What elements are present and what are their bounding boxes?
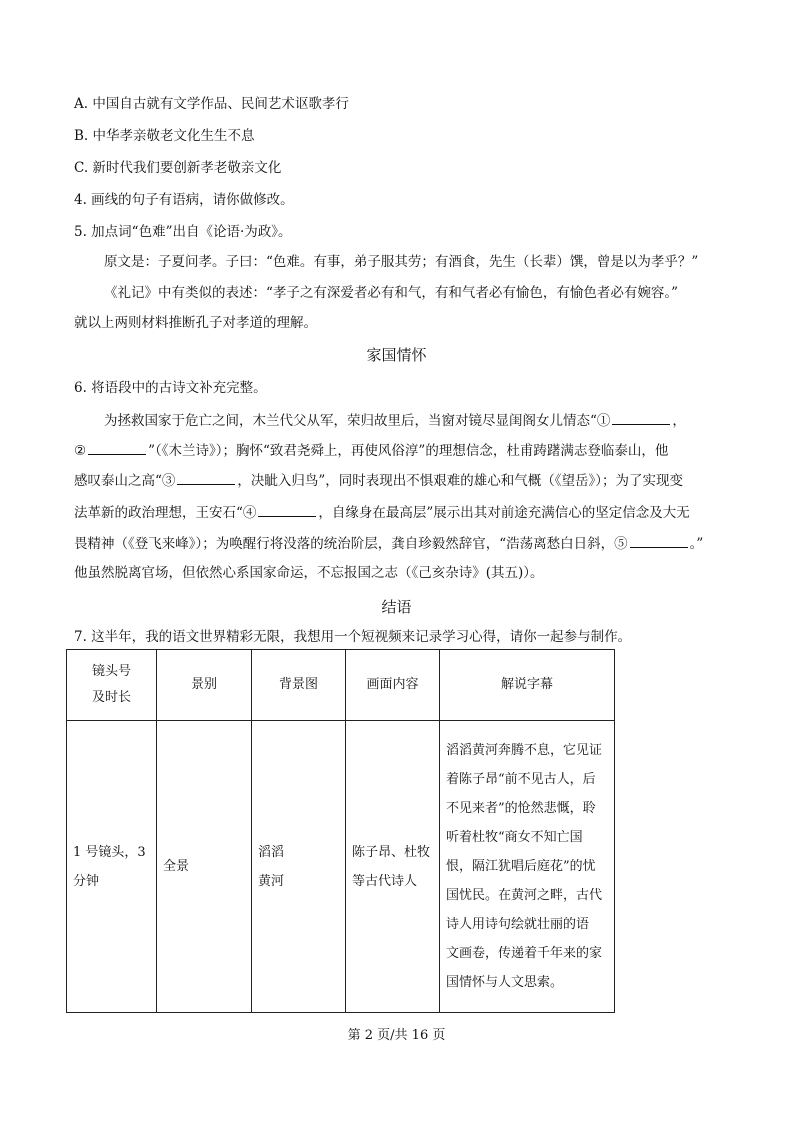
cell-content [346,721,440,1013]
header-shot [67,650,157,721]
caption-line: 不见来者”的怆然悲慨，聆 [446,801,596,816]
caption-line: 文画卷，传递着千年来的家 [446,946,603,961]
q6-text: 为拯救国家于危亡之间，木兰代父从军，荣归故里后，当窗对镜尽显闺阁女儿情态“① [104,413,611,429]
option-c: C. 新时代我们要创新孝老敬亲文化 [74,160,282,176]
cell-shot-line-1: 1 号镜头，3 [73,844,146,860]
cell-caption [440,721,615,1013]
question-7-stem: 7. 这半年，我的语文世界精彩无限，我想用一个短视频来记录学习心得，请你一起参与制作。 [74,629,632,645]
cell-background-line-2: 黄河 [258,873,285,889]
header-content: 画面内容 [346,650,440,721]
q6-text: ，自缘身在最高层”展示出其对前途充满信心的坚定信念及大无 [318,505,690,521]
question-5-quote-2: 《礼记》中有类似的表述：“孝子之有深爱者必有和气，有和气者必有愉色，有愉色者必有婉容。” [104,285,679,301]
answer-blank-3[interactable] [177,470,235,485]
caption-line: 国忧民。在黄河之畔，古代 [446,888,603,903]
question-6-line-4 [74,502,690,523]
q6-text: ”（《木兰诗》）；胸怀“致君尧舜上，再使风俗淳”的理想信念，杜甫踌躇满志登临泰山，他 [148,443,669,459]
answer-blank-2[interactable] [88,440,146,455]
q6-text: ② [74,443,87,459]
question-6-stem: 6. 将语段中的古诗文补充完整。 [74,380,267,396]
cell-background [252,721,346,1013]
question-5-quote-1: 原文是：子夏问孝。子曰：“色难。有事，弟子服其劳；有酒食，先生（长辈）馔，曾是以为孝乎？” [104,254,699,270]
q6-text: 。” [689,536,704,552]
cell-shot [67,721,157,1013]
cell-shot-line-2: 分钟 [73,873,100,889]
section-title-end: 结语 [381,598,412,616]
header-shot-line-2: 及时长 [91,690,131,705]
page-footer: 第 2 页/共 16 页 [347,1028,446,1043]
q6-text: 感叹泰山之高“③ [74,473,176,489]
question-6-line-2 [74,440,668,461]
caption-line: 滔滔黄河奔腾不息，它见证 [446,743,603,758]
cell-content-line-2: 等古代诗人 [352,873,418,889]
header-background: 背景图 [252,650,346,721]
answer-blank-5[interactable] [630,533,688,548]
storyboard-table [66,649,615,1013]
question-5-task: 就以上两则材料推断孔子对孝道的理解。 [74,315,317,331]
cell-background-line-1: 滔滔 [258,844,285,860]
cell-content-line-1: 陈子昂、杜牧 [352,844,431,860]
q6-text: 法革新的政治理想，王安石“④ [74,505,257,521]
section-title-family: 家国情怀 [366,346,427,364]
table-row [67,721,615,1013]
option-b: B. 中华孝亲敬老文化生生不息 [74,128,255,144]
caption-line: 国情怀与人文思索。 [446,975,564,990]
q6-text: ， [672,413,686,429]
table-header-row [67,650,615,721]
question-5-stem: 5. 加点词“色难”出自《论语·为政》。 [74,224,292,240]
header-caption: 解说字幕 [440,650,615,721]
option-a: A. 中国自古就有文学作品、民间艺术讴歌孝行 [74,96,349,112]
header-scene: 景别 [157,650,252,721]
q6-text: 畏精神（《登飞来峰》）；为唤醒行将没落的统治阶层，龚自珍毅然辞官，“浩荡离愁白日斜，⑤ [74,536,628,552]
question-6-line-5 [74,533,703,554]
caption-line: 着陈子昂“前不见古人，后 [446,772,596,787]
question-6-line-6: 他虽然脱离官场，但依然心系国家命运，不忘报国之志（《己亥杂诗》(其五)）。 [74,565,544,581]
header-shot-line-1: 镜头号 [91,664,131,679]
answer-blank-1[interactable] [612,410,670,425]
q6-text: ，决眦入归鸟”，同时表现出不惧艰难的雄心和气概（《望岳》）；为了实现变 [237,473,684,489]
caption-line: 恨，隔江犹唱后庭花”的忧 [446,859,596,874]
caption-line: 诗人用诗句绘就壮丽的语 [446,917,590,932]
cell-scene: 全景 [157,721,252,1013]
answer-blank-4[interactable] [258,502,316,517]
question-6-line-1 [104,410,686,431]
caption-line: 听着杜牧“商女不知亡国 [446,830,583,845]
question-4: 4. 画线的句子有语病，请你做修改。 [74,192,294,208]
question-6-line-3 [74,470,683,491]
